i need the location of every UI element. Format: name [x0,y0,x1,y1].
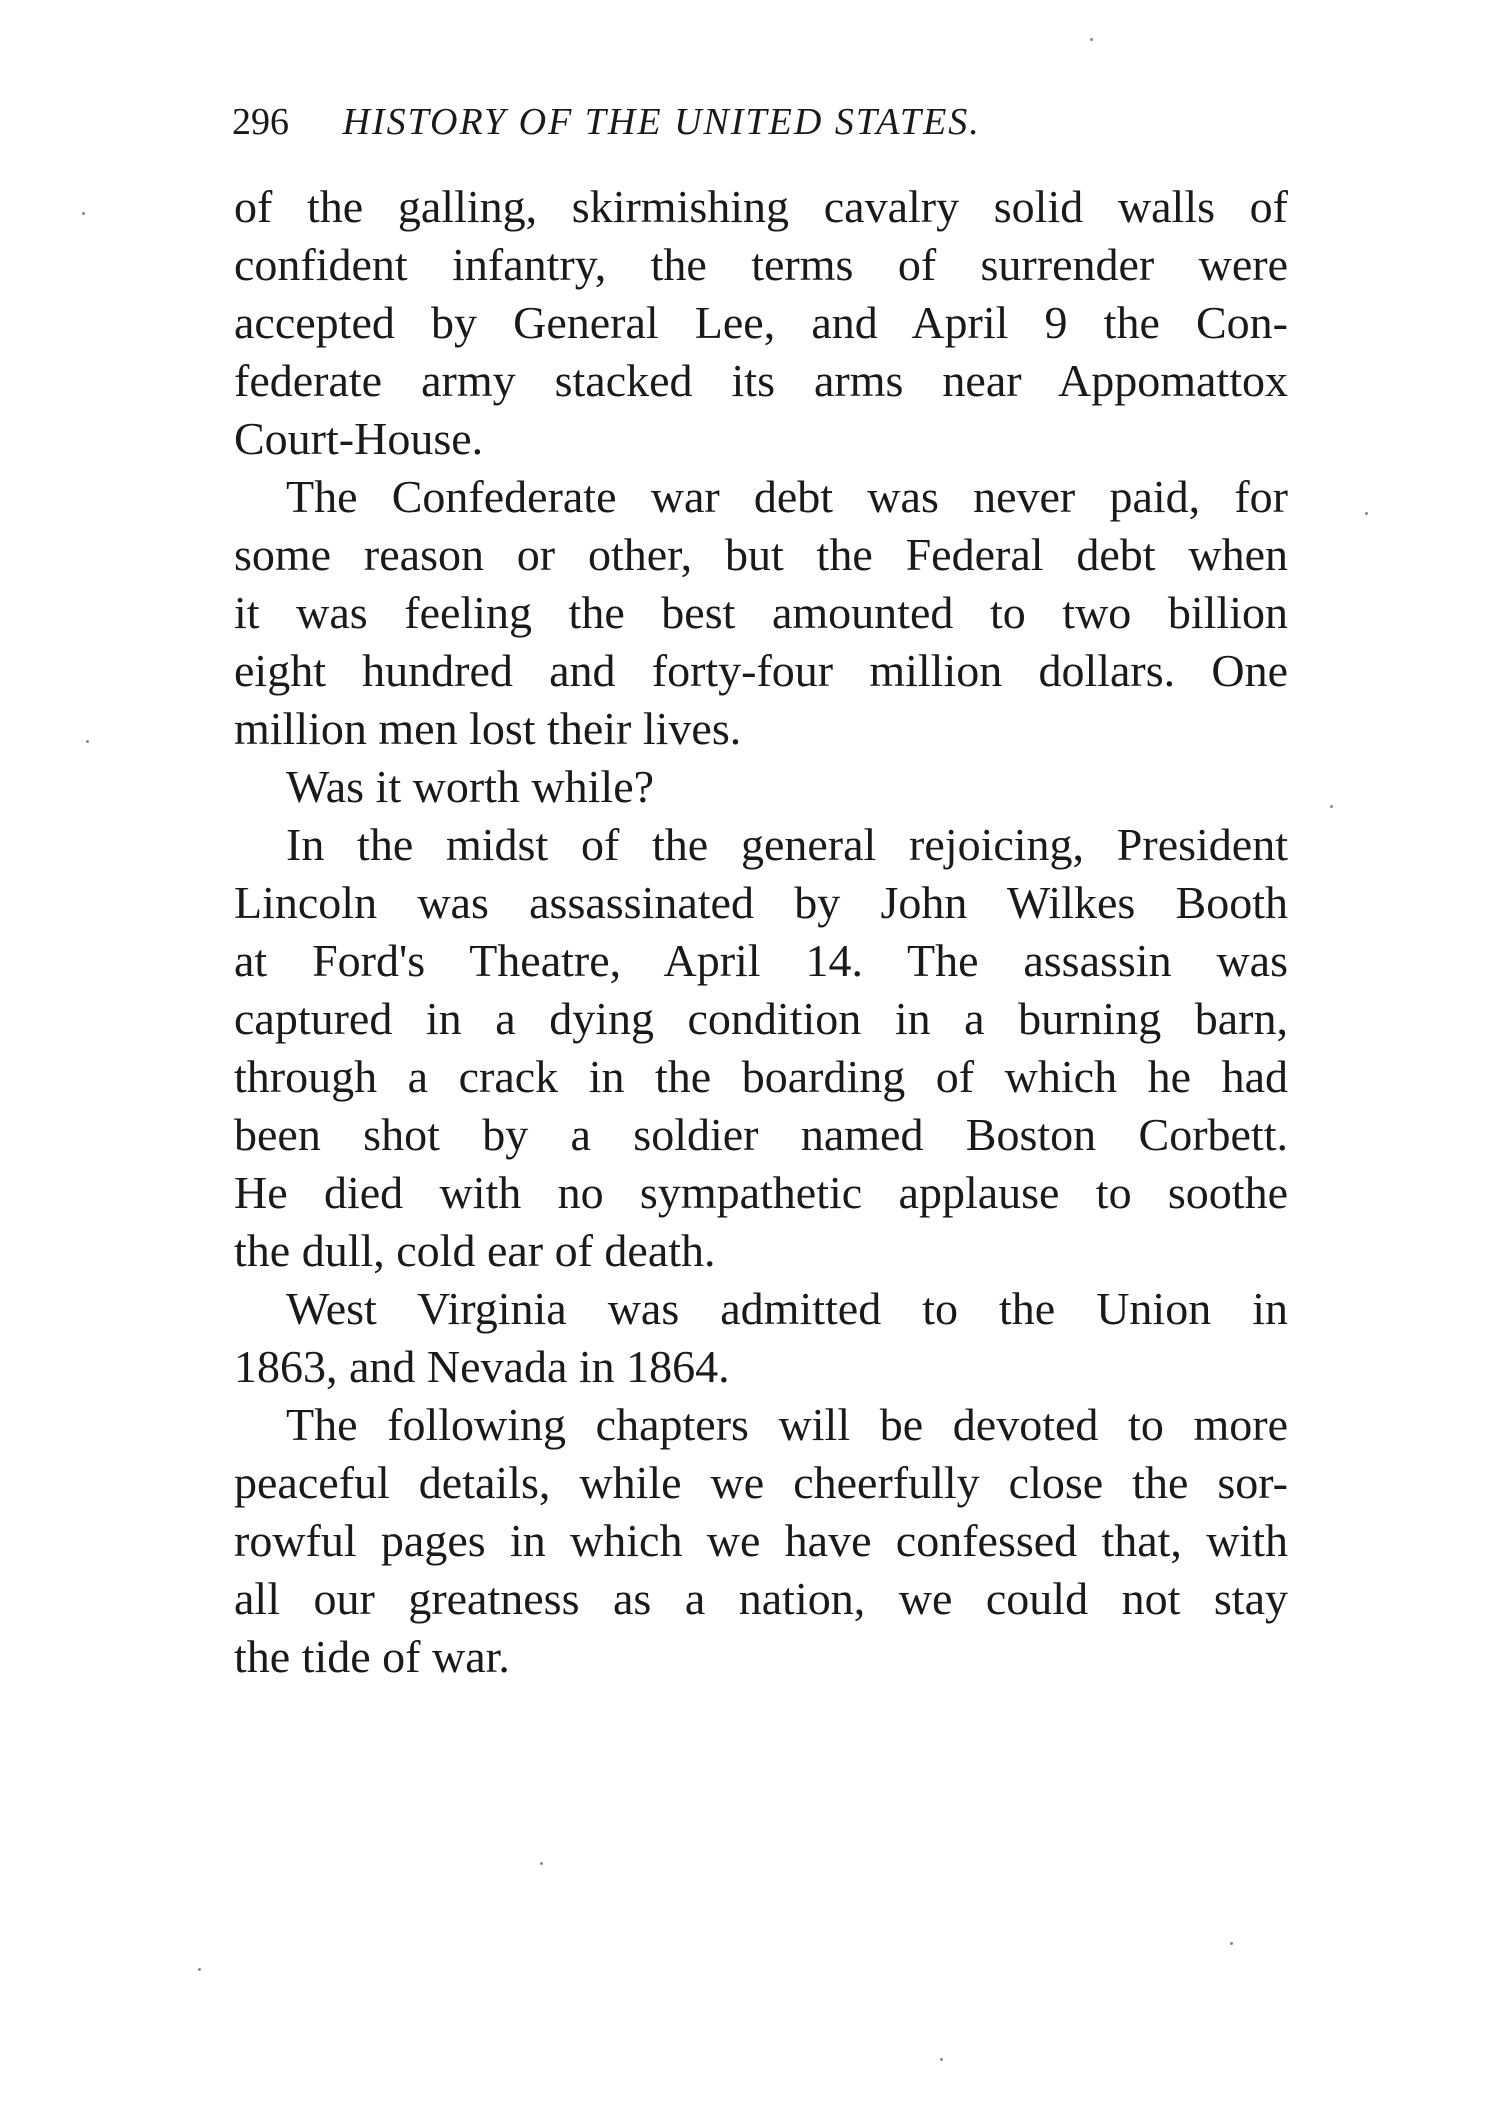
text-line: Lincoln was assassinated by John Wilkes Booth [234,877,1288,928]
paper-speck [940,2058,943,2061]
text-line: federate army stacked its arms near Appomattox [234,355,1288,406]
paper-speck [82,212,85,215]
text-line: 1863, and Nevada in 1864. [234,1341,730,1392]
text-line: Was it worth while? [286,761,655,812]
paragraph-surrender [234,178,1288,468]
text-line: Court-House. [234,413,484,464]
text-line: confident infantry, the terms of surrender were [234,239,1288,290]
paper-speck [1090,38,1093,41]
paper-speck [1330,805,1333,808]
body-text [234,178,1288,1686]
text-line: million men lost their lives. [234,703,742,754]
text-line: captured in a dying condition in a burning barn, [234,993,1288,1044]
text-line: been shot by a soldier named Boston Corbett. [234,1109,1288,1160]
book-title: HISTORY OF THE UNITED STATES. [342,101,981,143]
paper-speck [198,1968,201,1971]
paragraph-new-states [234,1280,1288,1396]
text-line: at Ford's Theatre, April 14. The assassin was [234,935,1288,986]
text-line: rowful pages in which we have confessed that, with [234,1515,1288,1566]
text-line: through a crack in the boarding of which he had [234,1051,1288,1102]
paper-speck [1230,1942,1233,1945]
text-line: eight hundred and forty-four million dollars. One [234,645,1288,696]
text-line: the tide of war. [234,1631,510,1682]
paragraph-war-debt [234,468,1288,758]
text-line: all our greatness as a nation, we could not stay [234,1573,1288,1624]
text-line: the dull, cold ear of death. [234,1225,716,1276]
paper-speck [1365,512,1368,515]
text-line: He died with no sympathetic applause to soothe [234,1167,1288,1218]
text-line: of the galling, skirmishing cavalry solid walls of [234,181,1288,232]
text-line: accepted by General Lee, and April 9 the Con- [234,297,1288,348]
text-line: peaceful details, while we cheerfully close the sor- [234,1457,1288,1508]
text-line: The following chapters will be devoted to more [286,1399,1288,1450]
text-line: In the midst of the general rejoicing, President [286,819,1288,870]
running-head [232,92,1292,152]
paper-speck [540,1862,543,1865]
paper-speck [86,740,89,743]
text-line: West Virginia was admitted to the Union in [286,1283,1288,1334]
paragraph-closing [234,1396,1288,1686]
text-line: it was feeling the best amounted to two billion [234,587,1288,638]
text-line: some reason or other, but the Federal debt when [234,529,1288,580]
paragraph-worth-while [234,758,1288,816]
paragraph-lincoln [234,816,1288,1280]
text-line: The Confederate war debt was never paid, for [286,471,1288,522]
page-number: 296 [232,101,289,143]
